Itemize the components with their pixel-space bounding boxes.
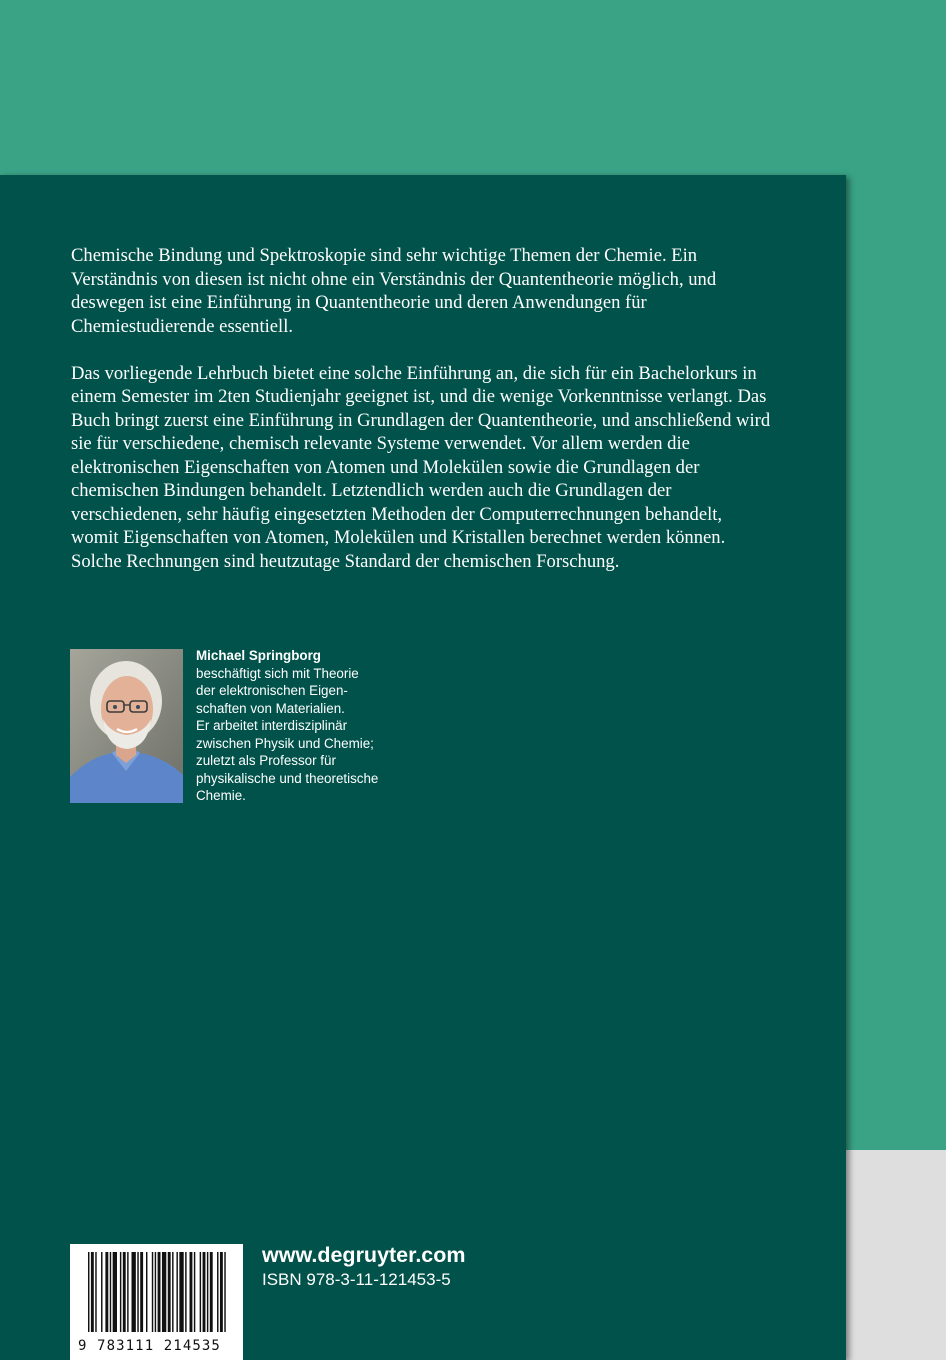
barcode-bar [194, 1252, 195, 1332]
barcode-bar [200, 1252, 201, 1332]
author-bio-line: physikalische und theoretische [196, 770, 379, 786]
author-bio-line: Er arbeitet interdisziplinär [196, 718, 348, 733]
barcode-bar [168, 1252, 171, 1332]
barcode-bar [137, 1252, 138, 1332]
barcode-bar [220, 1252, 223, 1332]
book-description [71, 244, 771, 597]
description-paragraph-1: Chemische Bindung und Spektroskopie sind sehr wichtige Themen der Chemie. Ein Verständnis von diesen ist nicht ohne ein Verständnis der Quantentheorie möglich, und deswegen ist eine Einführung in Quantentheorie und deren Anwendungen für Chemiestudierende essentiell. [71, 245, 717, 337]
barcode-bar [224, 1252, 225, 1332]
isbn-number: ISBN 978-3-11-121453-5 [262, 1270, 451, 1289]
barcode-bar [91, 1252, 94, 1332]
publisher-url[interactable]: www.degruyter.com [262, 1243, 466, 1267]
barcode-bar [95, 1252, 96, 1332]
author-bio-line: beschäftigt sich mit Theorie [196, 665, 359, 681]
barcode-bar [132, 1252, 136, 1332]
barcode-bar [190, 1252, 193, 1332]
barcode-bar [185, 1252, 186, 1332]
author-photo [70, 649, 183, 803]
barcode-bar [217, 1252, 218, 1332]
barcode-bar [162, 1252, 166, 1332]
barcode-bar [158, 1252, 161, 1332]
author-bio-line: zuletzt als Professor für [196, 753, 336, 768]
barcode-bar [140, 1252, 143, 1332]
barcode-bar [152, 1252, 153, 1332]
author-bio-line: Chemie. [196, 788, 246, 803]
isbn-barcode [70, 1244, 243, 1360]
author-name: Michael Springborg [196, 648, 321, 663]
barcode-bar [146, 1252, 147, 1332]
barcode-bar [105, 1252, 108, 1332]
author-bio-line: der elektronischen Eigen- [196, 683, 348, 698]
barcode-digits: 9 783111 214535 [78, 1338, 221, 1354]
barcode-bar [120, 1252, 121, 1332]
author-bio-line: schaften von Materialien. [196, 700, 345, 716]
barcode-bar [207, 1252, 208, 1332]
barcode-bar [101, 1252, 102, 1332]
barcode-bar [113, 1252, 117, 1332]
barcode-bar [172, 1252, 173, 1332]
background-corner [846, 1150, 946, 1360]
barcode-bar [123, 1252, 126, 1332]
barcode-bar [127, 1252, 128, 1332]
barcode-bar [179, 1252, 183, 1332]
barcode-bar [110, 1252, 111, 1332]
description-paragraph-2: Das vorliegende Lehrbuch bietet eine solche Einführung an, die sich für ein Bachelorkurs in einem Semester im 2ten Studienjahr geeignet ist, und die wenige Vorkenntnisse verlangt. Das Buch bringt zuerst eine Einführung in Grundlagen der Quantentheorie, und anschließend wird sie für verschiedene, chemisch relevante Systeme verwendet. Vor allem werden die elektronischen Eigenschaften von Atomen und Molekülen sowie die Grundlagen der chemischen Bindungen behandelt. Letztendlich werden auch die Grundlagen der verschiedenen, sehr häufig eingesetzten Methoden der Computerrechnungen behandelt, womit Eigenschaften von Atomen, Molekülen und Kristallen berechnet werden können. Solche Rechnungen sind heutzutage Standard der chemischen Forschung. [71, 362, 771, 572]
barcode-bar [155, 1252, 156, 1332]
author-bio-line: zwischen Physik und Chemie; [196, 735, 374, 751]
barcode-bars [70, 1244, 243, 1338]
author-bio [196, 647, 426, 805]
barcode-bar [88, 1252, 89, 1332]
barcode-bar [210, 1252, 213, 1332]
back-cover-panel [0, 175, 846, 1360]
barcode-bar [203, 1252, 206, 1332]
barcode-bar [176, 1252, 177, 1332]
